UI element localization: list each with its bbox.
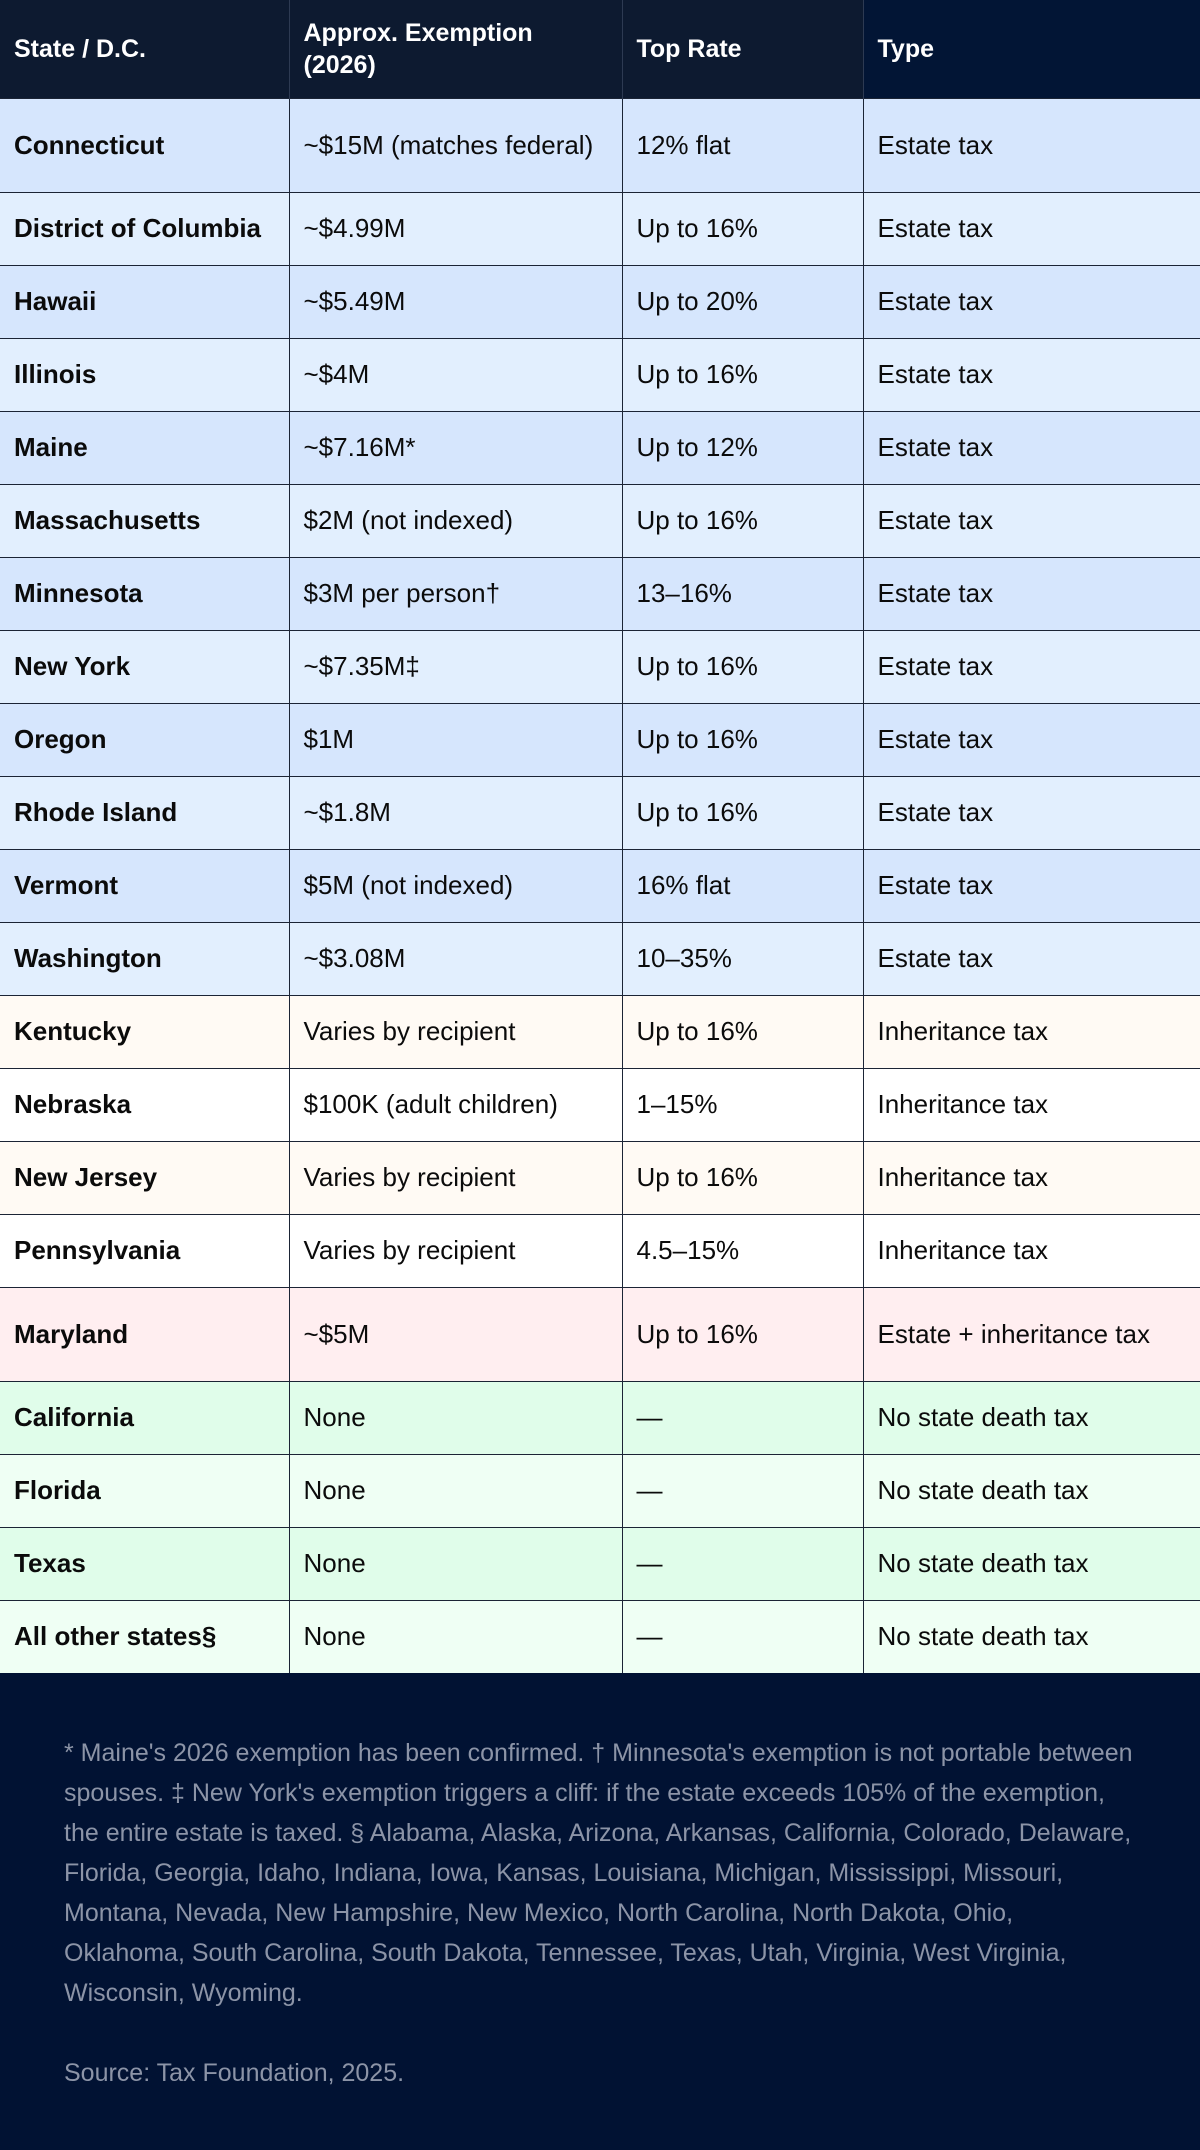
cell-exemption: $5M (not indexed) <box>289 849 622 922</box>
header-exemption: Approx. Exemption (2026) <box>289 0 622 98</box>
cell-top-rate: Up to 12% <box>622 411 863 484</box>
cell-exemption: ~$15M (matches federal) <box>289 98 622 192</box>
cell-type: Estate tax <box>863 849 1200 922</box>
cell-state: Connecticut <box>0 98 289 192</box>
table-body <box>0 98 1200 1673</box>
cell-type: Estate + inheritance tax <box>863 1287 1200 1381</box>
cell-top-rate: 10–35% <box>622 922 863 995</box>
table-row <box>0 411 1200 484</box>
cell-state: California <box>0 1381 289 1454</box>
cell-type: Estate tax <box>863 557 1200 630</box>
cell-state: Washington <box>0 922 289 995</box>
header-state: State / D.C. <box>0 0 289 98</box>
cell-type: Estate tax <box>863 411 1200 484</box>
cell-state: District of Columbia <box>0 192 289 265</box>
cell-state: Oregon <box>0 703 289 776</box>
cell-type: No state death tax <box>863 1381 1200 1454</box>
cell-top-rate: Up to 16% <box>622 995 863 1068</box>
cell-exemption: None <box>289 1454 622 1527</box>
cell-top-rate: 16% flat <box>622 849 863 922</box>
cell-top-rate: Up to 16% <box>622 776 863 849</box>
cell-exemption: Varies by recipient <box>289 1141 622 1214</box>
cell-top-rate: Up to 16% <box>622 630 863 703</box>
header-top-rate: Top Rate <box>622 0 863 98</box>
footnotes: * Maine's 2026 exemption has been confirmed. † Minnesota's exemption is not portable between spouses. ‡ New York's exemption triggers a cliff: if the estate exceeds 105% of the exemption, the entire estate is taxed. § Alabama, Alaska, Arizona, Arkansas, California, Colorado, Delaware, Florida, Georgia, Idaho, Indiana, Iowa, Kansas, Louisiana, Michigan, Mississippi, Missouri, Montana, Nevada, New Hampshire, New Mexico, North Carolina, North Dakota, Ohio, Oklahoma, South Carolina, South Dakota, Tennessee, Texas, Utah, Virginia, West Virginia, Wisconsin, Wyoming. <box>64 1739 1133 2007</box>
table-row <box>0 776 1200 849</box>
cell-top-rate: Up to 16% <box>622 192 863 265</box>
cell-type: Estate tax <box>863 338 1200 411</box>
cell-state: Texas <box>0 1527 289 1600</box>
cell-exemption: ~$7.35M‡ <box>289 630 622 703</box>
cell-state: Rhode Island <box>0 776 289 849</box>
table-row <box>0 1068 1200 1141</box>
table-row <box>0 192 1200 265</box>
cell-top-rate: 4.5–15% <box>622 1214 863 1287</box>
table-row <box>0 922 1200 995</box>
table-row <box>0 1600 1200 1673</box>
cell-exemption: ~$7.16M* <box>289 411 622 484</box>
cell-exemption: None <box>289 1381 622 1454</box>
cell-top-rate: — <box>622 1527 863 1600</box>
cell-state: Nebraska <box>0 1068 289 1141</box>
cell-top-rate: — <box>622 1600 863 1673</box>
cell-type: Estate tax <box>863 630 1200 703</box>
cell-type: Estate tax <box>863 192 1200 265</box>
table-row <box>0 703 1200 776</box>
cell-state: Pennsylvania <box>0 1214 289 1287</box>
cell-top-rate: 1–15% <box>622 1068 863 1141</box>
cell-top-rate: Up to 16% <box>622 338 863 411</box>
cell-top-rate: Up to 16% <box>622 484 863 557</box>
cell-exemption: ~$4M <box>289 338 622 411</box>
cell-type: Inheritance tax <box>863 995 1200 1068</box>
cell-exemption: Varies by recipient <box>289 995 622 1068</box>
cell-state: All other states§ <box>0 1600 289 1673</box>
cell-state: Maine <box>0 411 289 484</box>
cell-type: Inheritance tax <box>863 1141 1200 1214</box>
cell-type: Inheritance tax <box>863 1068 1200 1141</box>
cell-state: Massachusetts <box>0 484 289 557</box>
cell-type: No state death tax <box>863 1454 1200 1527</box>
cell-exemption: ~$5.49M <box>289 265 622 338</box>
cell-top-rate: Up to 16% <box>622 703 863 776</box>
cell-top-rate: Up to 20% <box>622 265 863 338</box>
table-row <box>0 1214 1200 1287</box>
cell-exemption: ~$3.08M <box>289 922 622 995</box>
table-row <box>0 484 1200 557</box>
table-row <box>0 265 1200 338</box>
cell-type: Estate tax <box>863 776 1200 849</box>
cell-state: Illinois <box>0 338 289 411</box>
cell-exemption: None <box>289 1600 622 1673</box>
cell-state: Hawaii <box>0 265 289 338</box>
cell-exemption: $100K (adult children) <box>289 1068 622 1141</box>
cell-type: No state death tax <box>863 1527 1200 1600</box>
source-note: Source: Tax Foundation, 2025. <box>64 2059 405 2087</box>
table-row <box>0 995 1200 1068</box>
cell-type: Estate tax <box>863 922 1200 995</box>
cell-exemption: $1M <box>289 703 622 776</box>
table-row <box>0 849 1200 922</box>
cell-type: Estate tax <box>863 98 1200 192</box>
table-row <box>0 1381 1200 1454</box>
cell-exemption: None <box>289 1527 622 1600</box>
cell-exemption: $2M (not indexed) <box>289 484 622 557</box>
cell-state: New York <box>0 630 289 703</box>
cell-state: Maryland <box>0 1287 289 1381</box>
cell-exemption: ~$4.99M <box>289 192 622 265</box>
table-row <box>0 1287 1200 1381</box>
cell-state: Kentucky <box>0 995 289 1068</box>
notes-section <box>0 1673 1200 2093</box>
table-row <box>0 1141 1200 1214</box>
cell-top-rate: 13–16% <box>622 557 863 630</box>
cell-state: Vermont <box>0 849 289 922</box>
cell-exemption: Varies by recipient <box>289 1214 622 1287</box>
table-row <box>0 98 1200 192</box>
cell-type: Estate tax <box>863 703 1200 776</box>
cell-top-rate: — <box>622 1381 863 1454</box>
cell-top-rate: 12% flat <box>622 98 863 192</box>
cell-top-rate: — <box>622 1454 863 1527</box>
cell-type: No state death tax <box>863 1600 1200 1673</box>
cell-exemption: $3M per person† <box>289 557 622 630</box>
table-header <box>0 0 1200 98</box>
cell-type: Estate tax <box>863 265 1200 338</box>
table-row <box>0 1527 1200 1600</box>
cell-state: Minnesota <box>0 557 289 630</box>
header-row <box>0 0 1200 98</box>
cell-exemption: ~$1.8M <box>289 776 622 849</box>
table-row <box>0 338 1200 411</box>
table-row <box>0 557 1200 630</box>
cell-state: New Jersey <box>0 1141 289 1214</box>
cell-type: Inheritance tax <box>863 1214 1200 1287</box>
cell-top-rate: Up to 16% <box>622 1141 863 1214</box>
table-row <box>0 1454 1200 1527</box>
header-type: Type <box>863 0 1200 98</box>
cell-top-rate: Up to 16% <box>622 1287 863 1381</box>
cell-state: Florida <box>0 1454 289 1527</box>
cell-type: Estate tax <box>863 484 1200 557</box>
cell-exemption: ~$5M <box>289 1287 622 1381</box>
table-row <box>0 630 1200 703</box>
